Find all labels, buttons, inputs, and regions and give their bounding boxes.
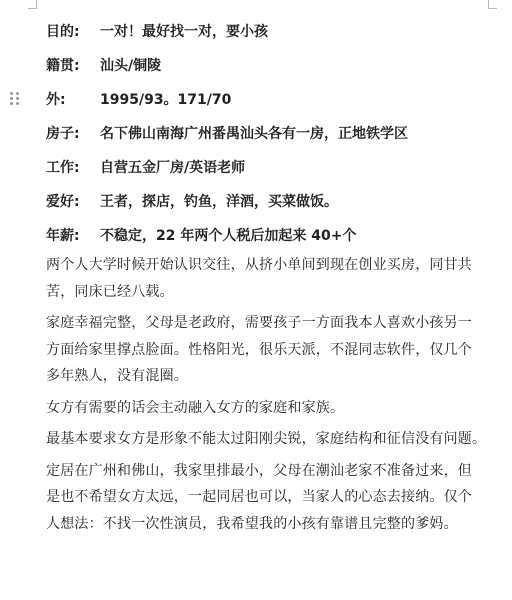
paragraph-line: 两个人大学时候开始认识交往，从挤小单间到现在创业买房，同甘共 (46, 257, 472, 273)
paragraph-line: 方面给家里撑点脸面。性格阳光，很乐天派，不混同志软件，仅几个 (46, 341, 472, 358)
paragraph-line: 是也不希望女方太远，一起同居也可以，当家人的心态去接纳。仅个 (46, 489, 472, 505)
paragraph-line: 定居在广州和佛山，我家里排最小，父母在潮汕老家不准备过来，但 (46, 462, 472, 479)
paragraph-line: 家庭幸福完整，父母是老政府，需要孩子一方面我本人喜欢小孩另一 (46, 315, 472, 331)
paragraph-family (46, 310, 506, 390)
field-income (46, 218, 506, 252)
paragraph-requirements (46, 426, 506, 453)
paragraph-line: 女方有需要的话会主动融入女方的家庭和家族。 (46, 399, 345, 416)
paragraph-line: 多年熟人，没有混圈。 (46, 368, 188, 384)
field-purpose (46, 14, 506, 48)
paragraph-line: 苦，同床已经八载。 (46, 283, 174, 300)
field-label: 工作: (46, 160, 80, 176)
block-drag-handle-icon[interactable] (10, 92, 20, 106)
page-corner-marks (0, 0, 512, 10)
field-value: 1995/93。171/70 (100, 92, 232, 108)
field-hometown (46, 48, 506, 82)
field-value: 名下佛山南海广州番禺汕头各有一房，正地铁学区 (100, 126, 408, 142)
field-label: 爱好: (46, 194, 80, 210)
field-appearance (46, 82, 506, 116)
paragraph-line: 人想法：不找一次性演员，我希望我的小孩有靠谱且完整的爹妈。 (46, 515, 458, 532)
field-label: 籍贯: (46, 58, 80, 74)
paragraph-integration (46, 395, 506, 422)
field-label: 目的: (46, 24, 80, 40)
field-value: 汕头/铜陵 (100, 58, 162, 74)
paragraph-line: 最基本要求女方是形象不能太过阳刚尖锐，家庭结构和征信没有问题。 (46, 431, 487, 447)
field-label: 外: (46, 92, 66, 108)
paragraph-residence (46, 458, 506, 538)
field-label: 房子: (46, 126, 80, 142)
field-label: 年薪: (46, 228, 80, 244)
field-value: 不稳定，22 年两个人税后加起来 40+个 (100, 228, 357, 244)
margin-corner-mark-right (488, 0, 497, 9)
field-hobbies (46, 184, 506, 218)
field-value: 一对！最好找一对，要小孩 (100, 24, 268, 40)
field-value: 王者，探店，钓鱼，洋酒，买菜做饭。 (100, 194, 338, 210)
margin-corner-mark-left (28, 0, 37, 9)
field-housing (46, 116, 506, 150)
field-value: 自营五金厂房/英语老师 (100, 160, 246, 176)
paragraph-relationship (46, 252, 506, 305)
document-body (46, 14, 506, 537)
field-work (46, 150, 506, 184)
